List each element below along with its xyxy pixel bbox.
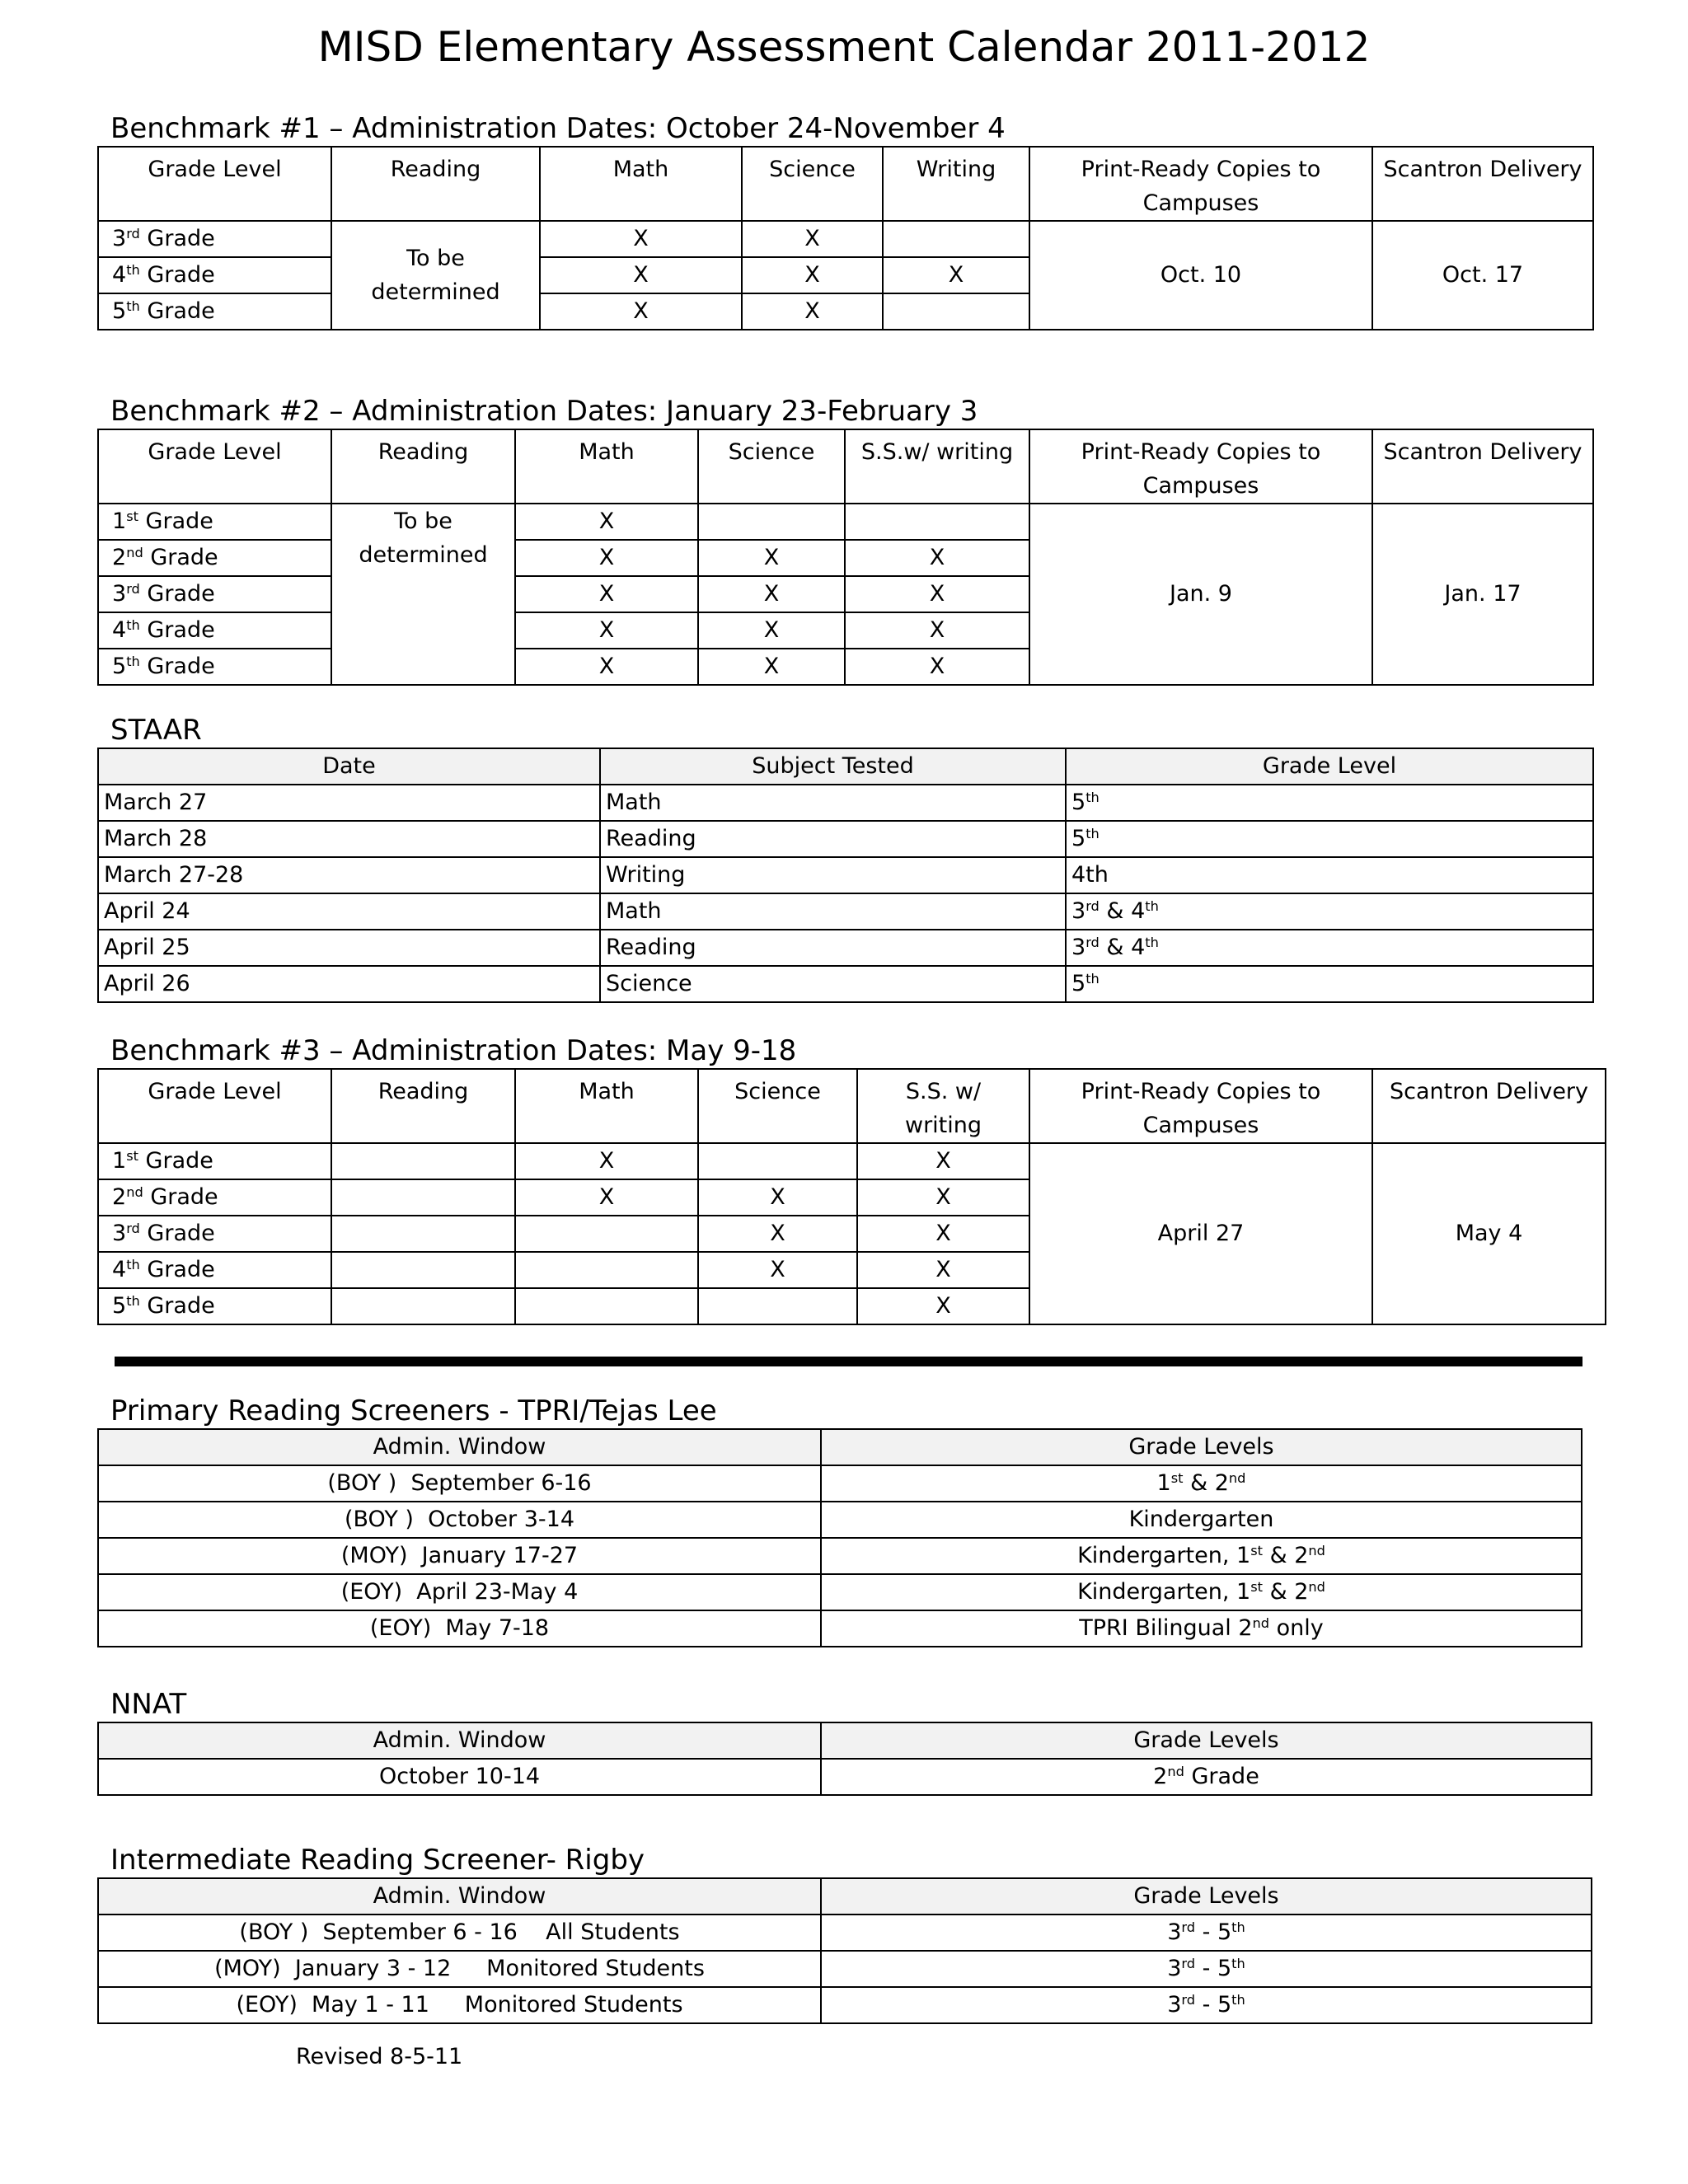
subject-cell: Math: [600, 785, 1066, 821]
grade-levels-cell: 3rd - 5th: [821, 1951, 1592, 1987]
admin-window-cell: (EOY) May 1 - 11 Monitored Students: [98, 1987, 821, 2023]
table-row: [98, 1574, 1582, 1610]
grade-levels-cell: Kindergarten, 1st & 2nd: [821, 1574, 1582, 1610]
header-science: Science: [698, 429, 845, 504]
table-row: [98, 821, 1593, 857]
math-cell: X: [515, 576, 698, 612]
grade-levels-cell: TPRI Bilingual 2nd only: [821, 1610, 1582, 1647]
benchmark2-table: [97, 429, 1594, 686]
grade-cell: 4th Grade: [98, 257, 331, 293]
table-row: [98, 893, 1593, 930]
header-science: Science: [742, 147, 883, 221]
rigby-title: Intermediate Reading Screener- Rigby: [110, 1844, 645, 1877]
date-cell: March 27-28: [98, 857, 600, 893]
ss-writing-cell: X: [845, 649, 1029, 685]
writing-cell: [883, 221, 1029, 257]
grade-cell: 5th: [1066, 821, 1593, 857]
header-admin-window: Admin. Window: [98, 1722, 821, 1759]
grade-cell: 1st Grade: [98, 504, 331, 540]
grade-cell: 2nd Grade: [98, 540, 331, 576]
grade-cell: 5th: [1066, 966, 1593, 1002]
grade-cell: 3rd & 4th: [1066, 930, 1593, 966]
grade-cell: 5th Grade: [98, 649, 331, 685]
grade-cell: 1st Grade: [98, 1143, 331, 1179]
math-cell: X: [515, 612, 698, 649]
science-cell: X: [742, 221, 883, 257]
admin-window-cell: (MOY) January 17-27: [98, 1538, 821, 1574]
header-reading: Reading: [331, 1069, 515, 1143]
benchmark1-table: [97, 146, 1594, 330]
table-row: [98, 1915, 1592, 1951]
science-cell: X: [698, 612, 845, 649]
table-row: [98, 785, 1593, 821]
header-ss-writing: S.S.w/ writing: [845, 429, 1029, 504]
header-math: Math: [515, 1069, 698, 1143]
date-cell: March 27: [98, 785, 600, 821]
subject-cell: Math: [600, 893, 1066, 930]
table-row: [98, 1538, 1582, 1574]
nnat-title: NNAT: [110, 1688, 187, 1721]
ss-writing-cell: X: [857, 1216, 1029, 1252]
table-row: [98, 1143, 1606, 1179]
math-cell: X: [540, 221, 742, 257]
header-scantron: Scantron Delivery: [1372, 1069, 1606, 1143]
grade-levels-cell: 3rd - 5th: [821, 1915, 1592, 1951]
benchmark2-title: Benchmark #2 – Administration Dates: January 23-February 3: [110, 395, 978, 428]
header-reading: Reading: [331, 429, 515, 504]
section-divider: [115, 1357, 1582, 1366]
grade-cell: 4th Grade: [98, 1252, 331, 1288]
header-grade-levels: Grade Levels: [821, 1429, 1582, 1465]
revised-note: Revised 8-5-11: [296, 2044, 463, 2069]
header-math: Math: [540, 147, 742, 221]
header-grade-level: Grade Level: [98, 429, 331, 504]
header-print-ready: Print-Ready Copies to Campuses: [1029, 147, 1372, 221]
subject-cell: Science: [600, 966, 1066, 1002]
reading-cell: [331, 1288, 515, 1324]
header-scantron: Scantron Delivery: [1372, 147, 1593, 221]
header-science: Science: [698, 1069, 857, 1143]
math-cell: [515, 1216, 698, 1252]
science-cell: X: [698, 576, 845, 612]
math-cell: [515, 1288, 698, 1324]
table-row: [98, 857, 1593, 893]
reading-cell: [331, 1179, 515, 1216]
ss-writing-cell: X: [845, 540, 1029, 576]
ss-writing-cell: X: [845, 576, 1029, 612]
benchmark3-title: Benchmark #3 – Administration Dates: May 9-18: [110, 1034, 797, 1067]
print-ready-cell: Jan. 9: [1029, 504, 1372, 685]
reading-cell: [331, 1216, 515, 1252]
table-header-row: [98, 1722, 1592, 1759]
table-header-row: [98, 1878, 1592, 1915]
ss-writing-cell: X: [857, 1143, 1029, 1179]
ss-writing-cell: [845, 504, 1029, 540]
staar-table: [97, 748, 1594, 1003]
table-row: [98, 1502, 1582, 1538]
date-cell: April 24: [98, 893, 600, 930]
subject-cell: Writing: [600, 857, 1066, 893]
writing-cell: [883, 293, 1029, 330]
table-row: [98, 221, 1593, 257]
header-admin-window: Admin. Window: [98, 1878, 821, 1915]
ss-writing-cell: X: [857, 1179, 1029, 1216]
grade-cell: 3rd & 4th: [1066, 893, 1593, 930]
header-grade-level: Grade Level: [98, 1069, 331, 1143]
admin-window-cell: (EOY) April 23-May 4: [98, 1574, 821, 1610]
header-writing: Writing: [883, 147, 1029, 221]
math-cell: [515, 1252, 698, 1288]
grade-cell: 5th Grade: [98, 293, 331, 330]
header-grade-level: Grade Level: [98, 147, 331, 221]
scantron-cell: Oct. 17: [1372, 221, 1593, 330]
table-row: [98, 1465, 1582, 1502]
header-scantron: Scantron Delivery: [1372, 429, 1593, 504]
grade-levels-cell: Kindergarten, 1st & 2nd: [821, 1538, 1582, 1574]
ss-writing-cell: X: [857, 1288, 1029, 1324]
table-header-row: [98, 1429, 1582, 1465]
date-cell: April 25: [98, 930, 600, 966]
table-row: [98, 930, 1593, 966]
ss-writing-cell: X: [845, 612, 1029, 649]
math-cell: X: [515, 1179, 698, 1216]
admin-window-cell: (BOY ) September 6 - 16 All Students: [98, 1915, 821, 1951]
grade-cell: 3rd Grade: [98, 1216, 331, 1252]
writing-cell: X: [883, 257, 1029, 293]
table-header-row: [98, 147, 1593, 221]
scantron-cell: Jan. 17: [1372, 504, 1593, 685]
admin-window-cell: (MOY) January 3 - 12 Monitored Students: [98, 1951, 821, 1987]
grade-cell: 3rd Grade: [98, 576, 331, 612]
tpri-title: Primary Reading Screeners - TPRI/Tejas Lee: [110, 1394, 717, 1427]
table-row: [98, 1951, 1592, 1987]
science-cell: X: [698, 540, 845, 576]
grade-cell: 5th: [1066, 785, 1593, 821]
subject-cell: Reading: [600, 821, 1066, 857]
math-cell: X: [515, 540, 698, 576]
math-cell: X: [540, 257, 742, 293]
table-row: [98, 1610, 1582, 1647]
header-reading: Reading: [331, 147, 540, 221]
grade-levels-cell: 1st & 2nd: [821, 1465, 1582, 1502]
scantron-cell: May 4: [1372, 1143, 1606, 1324]
table-header-row: [98, 1069, 1606, 1143]
science-cell: [698, 1143, 857, 1179]
science-cell: [698, 504, 845, 540]
rigby-table: [97, 1877, 1592, 2024]
header-print-ready: Print-Ready Copies to Campuses: [1029, 429, 1372, 504]
reading-cell: [331, 1143, 515, 1179]
science-cell: X: [742, 293, 883, 330]
reading-cell: To be determined: [331, 504, 515, 685]
grade-cell: 4th: [1066, 857, 1593, 893]
nnat-table: [97, 1722, 1592, 1796]
header-grade-level: Grade Level: [1066, 748, 1593, 785]
header-print-ready: Print-Ready Copies to Campuses: [1029, 1069, 1372, 1143]
ss-writing-cell: X: [857, 1252, 1029, 1288]
grade-levels-cell: 3rd - 5th: [821, 1987, 1592, 2023]
header-ss-writing: S.S. w/ writing: [857, 1069, 1029, 1143]
science-cell: X: [698, 649, 845, 685]
print-ready-cell: April 27: [1029, 1143, 1372, 1324]
math-cell: X: [515, 504, 698, 540]
table-row: [98, 966, 1593, 1002]
grade-cell: 5th Grade: [98, 1288, 331, 1324]
header-admin-window: Admin. Window: [98, 1429, 821, 1465]
grade-cell: 4th Grade: [98, 612, 331, 649]
subject-cell: Reading: [600, 930, 1066, 966]
science-cell: X: [698, 1179, 857, 1216]
header-subject: Subject Tested: [600, 748, 1066, 785]
grade-cell: 2nd Grade: [98, 1179, 331, 1216]
math-cell: X: [515, 1143, 698, 1179]
admin-window-cell: (BOY ) October 3-14: [98, 1502, 821, 1538]
admin-window-cell: October 10-14: [98, 1759, 821, 1795]
grade-cell: 3rd Grade: [98, 221, 331, 257]
math-cell: X: [515, 649, 698, 685]
header-math: Math: [515, 429, 698, 504]
table-row: [98, 504, 1593, 540]
table-row: [98, 1759, 1592, 1795]
header-date: Date: [98, 748, 600, 785]
admin-window-cell: (BOY ) September 6-16: [98, 1465, 821, 1502]
science-cell: [698, 1288, 857, 1324]
header-grade-levels: Grade Levels: [821, 1878, 1592, 1915]
tpri-table: [97, 1428, 1582, 1647]
science-cell: X: [742, 257, 883, 293]
print-ready-cell: Oct. 10: [1029, 221, 1372, 330]
science-cell: X: [698, 1252, 857, 1288]
date-cell: March 28: [98, 821, 600, 857]
date-cell: April 26: [98, 966, 600, 1002]
staar-title: STAAR: [110, 714, 202, 747]
header-grade-levels: Grade Levels: [821, 1722, 1592, 1759]
table-header-row: [98, 748, 1593, 785]
grade-levels-cell: Kindergarten: [821, 1502, 1582, 1538]
reading-cell: To be determined: [331, 221, 540, 330]
benchmark1-title: Benchmark #1 – Administration Dates: October 24-November 4: [110, 112, 1006, 145]
benchmark3-table: [97, 1068, 1606, 1325]
admin-window-cell: (EOY) May 7-18: [98, 1610, 821, 1647]
math-cell: X: [540, 293, 742, 330]
table-header-row: [98, 429, 1593, 504]
reading-cell: [331, 1252, 515, 1288]
grade-levels-cell: 2nd Grade: [821, 1759, 1592, 1795]
page-title: MISD Elementary Assessment Calendar 2011-2012: [317, 23, 1371, 71]
science-cell: X: [698, 1216, 857, 1252]
table-row: [98, 1987, 1592, 2023]
